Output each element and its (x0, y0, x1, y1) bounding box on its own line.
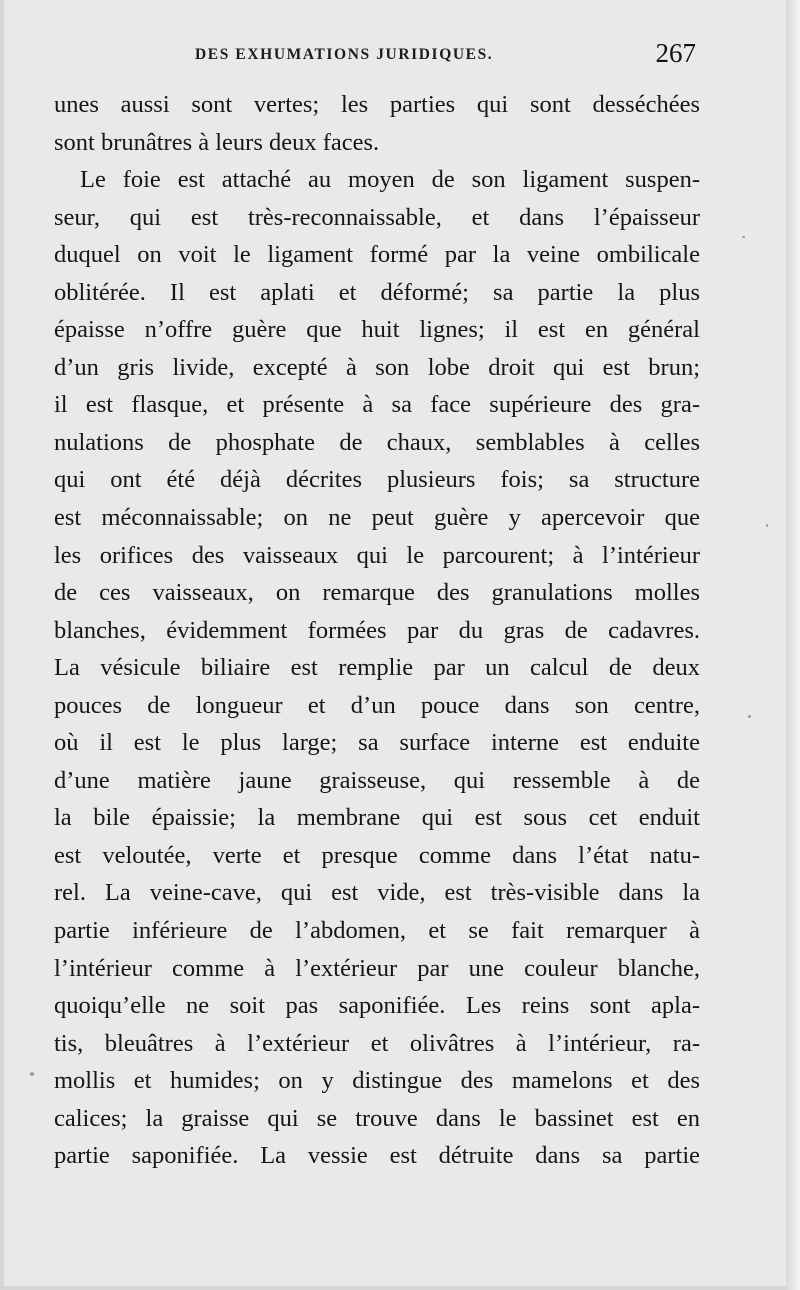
text-line: La vésicule biliaire est remplie par un calcul de deux (54, 654, 700, 682)
page-edge-shadow (786, 0, 800, 1290)
paper-speck (748, 715, 751, 718)
text-line: est méconnaissable; on ne peut guère y apercevoir que (54, 504, 700, 532)
text-line: calices; la graisse qui se trouve dans le bassinet est en (54, 1104, 700, 1132)
text-line: tis, bleuâtres à l’extérieur et olivâtres à l’intérieur, ra- (54, 1029, 700, 1057)
text-line: il est flasque, et présente à sa face supérieure des gra- (54, 391, 700, 419)
text-line: unes aussi sont vertes; les parties qui sont desséchées (54, 91, 700, 118)
paper-speck (742, 236, 745, 238)
body-text (54, 86, 700, 1175)
text-line: partie saponifiée. La vessie est détruite dans sa partie (54, 1142, 700, 1170)
text-line: d’un gris livide, excepté à son lobe droit qui est brun; (54, 353, 700, 381)
text-line: sont brunâtres à leurs deux faces. (54, 128, 380, 156)
text-line: pouces de longueur et d’un pouce dans son centre, (54, 691, 700, 719)
text-line: les orifices des vaisseaux qui le parcourent; à l’intérieur (54, 541, 700, 569)
text-line: seur, qui est très-reconnaissable, et dans l’épaisseur (54, 203, 700, 231)
text-line: où il est le plus large; sa surface interne est enduite (54, 729, 700, 757)
text-line: l’intérieur comme à l’extérieur par une couleur blanche, (54, 954, 700, 982)
page-number: 267 (655, 38, 696, 68)
text-line: partie inférieure de l’abdomen, et se fait remarquer à (54, 917, 700, 945)
text-line: nulations de phosphate de chaux, semblables à celles (54, 428, 700, 456)
text-line: oblitérée. Il est aplati et déformé; sa partie la plus (54, 278, 700, 306)
text-line: de ces vaisseaux, on remarque des granulations molles (54, 579, 700, 607)
text-line: duquel on voit le ligament formé par la veine ombilicale (54, 241, 700, 269)
paper-speck (30, 1072, 34, 1076)
text-line: d’une matière jaune graisseuse, qui ressemble à de (54, 766, 700, 794)
text-line: blanches, évidemment formées par du gras de cadavres. (54, 616, 700, 644)
text-line: épaisse n’offre guère que huit lignes; il est en général (54, 316, 700, 344)
text-line: Le foie est attaché au moyen de son ligament suspen- (80, 166, 700, 194)
text-line: est veloutée, verte et presque comme dans l’état natu- (54, 841, 700, 869)
text-line: quoiqu’elle ne soit pas saponifiée. Les reins sont apla- (54, 992, 700, 1020)
running-title: DES EXHUMATIONS JURIDIQUES. (195, 46, 494, 63)
paper-speck (766, 524, 768, 527)
text-line: la bile épaissie; la membrane qui est sous cet enduit (54, 804, 700, 832)
text-line: mollis et humides; on y distingue des mamelons et des (54, 1067, 700, 1095)
text-line: qui ont été déjà décrites plusieurs fois; sa structure (54, 466, 700, 494)
text-line: rel. La veine-cave, qui est vide, est très-visible dans la (54, 879, 700, 907)
